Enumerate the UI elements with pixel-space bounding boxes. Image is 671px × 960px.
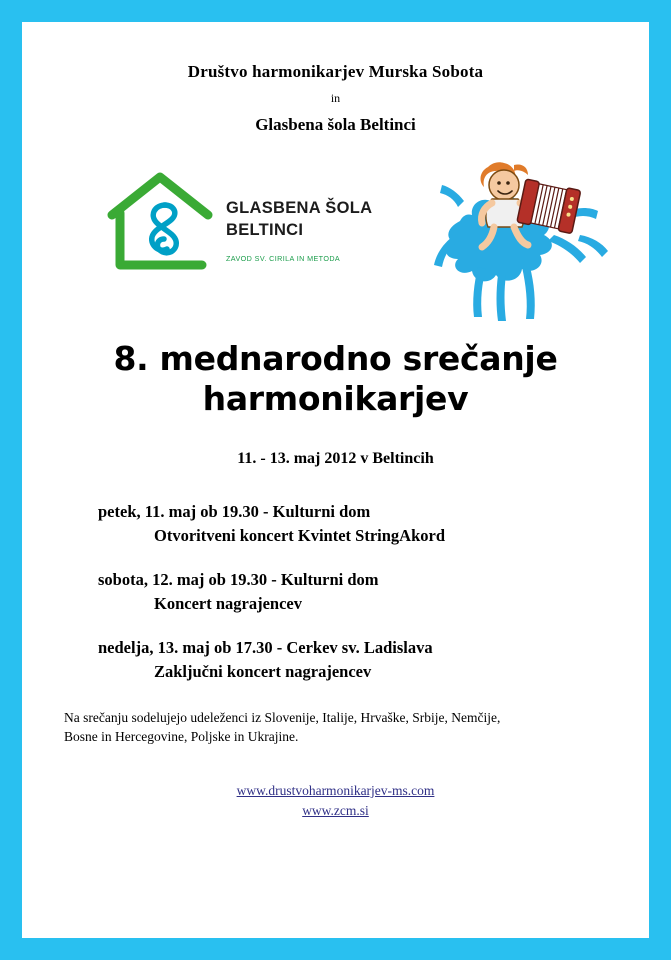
accordion-player-splash-icon bbox=[430, 149, 620, 329]
event-when-where: sobota, 12. maj ob 19.30 - Kulturni dom bbox=[98, 569, 379, 589]
logo-row bbox=[22, 159, 649, 329]
list-item bbox=[98, 570, 649, 614]
event-what: Otvoritveni koncert Kvintet StringAkord bbox=[154, 525, 446, 545]
event-what: Koncert nagrajencev bbox=[154, 593, 302, 613]
glasbena-sola-beltinci-logo bbox=[104, 169, 374, 299]
event-when-where: nedelja, 13. maj ob 17.30 - Cerkev sv. Ladislava bbox=[98, 637, 433, 657]
logo-name-line-2: BELTINCI bbox=[226, 221, 304, 240]
logo-wordmark bbox=[226, 197, 376, 263]
logo-name-line-1: GLASBENA ŠOLA bbox=[226, 199, 373, 217]
organizer-conjunction: in bbox=[330, 91, 341, 105]
website-links bbox=[22, 783, 649, 819]
link-zcm[interactable]: www.zcm.si bbox=[302, 802, 369, 818]
event-list bbox=[22, 502, 649, 682]
event-what: Zaključni koncert nagrajencev bbox=[154, 661, 372, 681]
list-item bbox=[98, 502, 649, 546]
title-line-2: harmonikarjev bbox=[202, 379, 469, 419]
note-line-1: Na srečanju sodelujejo udeleženci iz Slovenije, Italije, Hrvaške, Srbije, Nemčije, bbox=[64, 709, 501, 725]
title-line-1: 8. mednarodno srečanje bbox=[113, 339, 558, 378]
list-item bbox=[98, 638, 649, 682]
poster-sheet bbox=[22, 22, 649, 938]
organizer-primary: Društvo harmonikarjev Murska Sobota bbox=[187, 62, 484, 81]
event-dates: 11. - 13. maj 2012 v Beltincih bbox=[237, 449, 434, 467]
note-line-2: Bosne in Hercegovine, Poljske in Ukrajine. bbox=[64, 729, 299, 745]
logo-subtitle: ZAVOD SV. CIRILA IN METODA bbox=[226, 253, 341, 263]
poster-header bbox=[22, 22, 649, 135]
participants-note bbox=[22, 708, 649, 747]
page-title bbox=[22, 339, 649, 420]
house-clef-logo-icon bbox=[104, 169, 216, 279]
link-drustvoharmonikarjev[interactable]: www.drustvoharmonikarjev-ms.com bbox=[236, 782, 435, 798]
organizer-secondary: Glasbena šola Beltinci bbox=[255, 115, 416, 134]
event-when-where: petek, 11. maj ob 19.30 - Kulturni dom bbox=[98, 501, 371, 521]
